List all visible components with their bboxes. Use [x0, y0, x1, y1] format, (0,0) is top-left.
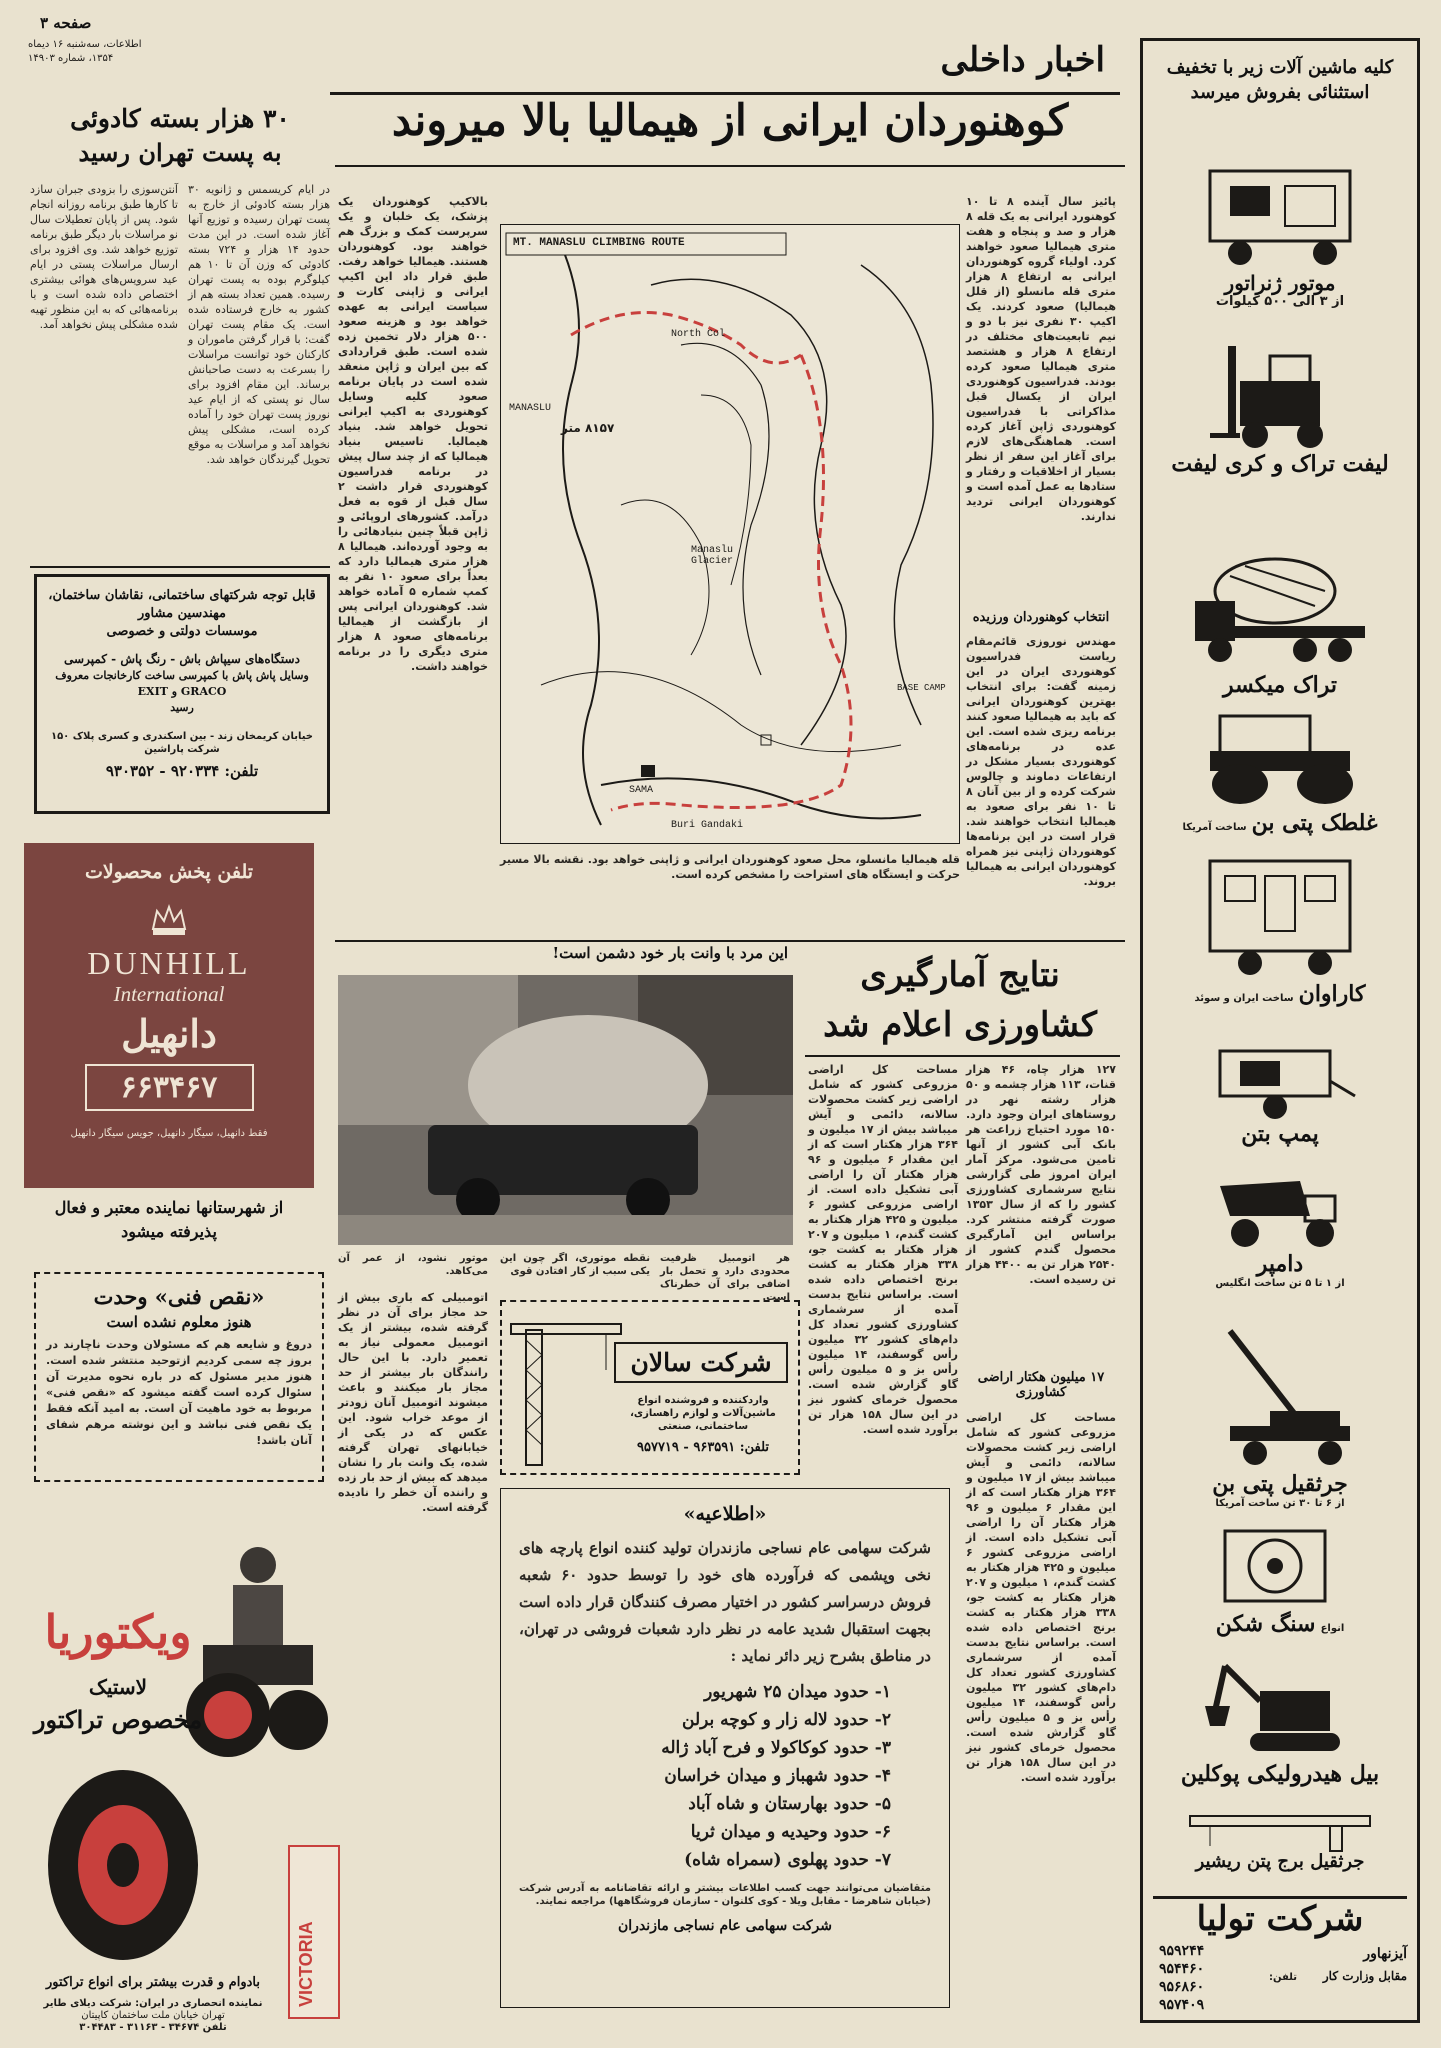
map-label-glacier: Manaslu Glacier — [691, 545, 734, 567]
agri-headline-2: کشاورزی اعلام شد — [823, 1005, 1097, 1045]
lead-body-col-1b: مهندس نوروزی قائم‌مقام ریاست فدراسیون کوهنوردی ایران در این زمینه گفت: برای انتخاب بهترین کوهنوردان ایرانی که باید به هیمالیا صعود کنند برنامه ریزی شده است. این عده در برنامه‌های کوهنوردی بسیار مشکل در ارتفاعات دماوند و چالوس شرکت کرده و از بین آنان ۸ تا ۱۰ نفر برای صعود به هیمالیا انتخاب خواهند شد. قرار است در این برنامه‌ها کوهنوردان ژاپنی نیز همراه کوهنوردان ایرانی به هیمالیا بروند. — [966, 635, 1116, 888]
lead-body-col-1: پائیز سال آینده ۸ تا ۱۰ کوهنورد ایرانی به یک قله ۸ هزار و صد و پنجاه و هفت متری هیمالیا صعود خواهند کرد. اولیاء گروه کوهنوردان ایرانی به ارتفاع ۸ هزار متری قله مانسلو (از قلل هیمالیا) صعود کردند. یک اکیپ ۳۰ نفری نیز با دو و نیم تابعیت‌های مختلف در ارتفاع ۸ هزار و هشتصد متری هیمالیا صعود کرده بودند. فدراسیون کوهنوردی ایران از یکسال قبل مذاکراتی با فدراسیون کوهنوردی ژاپن آغاز کرده است. هماهنگی‌های لازم برای آغاز این سفر از نظر بسیار از اخلاقیات و رفتار و ستادها به عمل آمده است و کوهنوردان ایرانی تردید ندارند. — [966, 195, 1116, 523]
concrete-mixer-icon — [1185, 546, 1375, 666]
tolia-phone-3: ۹۵۶۸۶۰ — [1159, 1979, 1205, 1995]
section-title: اخبار داخلی — [940, 40, 1105, 80]
tolia-item-concrete-pump: پمپ بتن — [1143, 1041, 1417, 1147]
tolia-machinery-ad — [1140, 38, 1420, 2023]
notice-title: «اطلاعیه» — [683, 1503, 767, 1525]
photo-caption-c: موتور نشود، از عمر آن می‌کاهد. — [338, 1253, 488, 1277]
photo-caption-a: هر اتومبیل ظرفیت محدودی دارد و تحمل بار اضافی برای آن خطرناک است. — [660, 1253, 790, 1303]
agent-notice-1: از شهرستانها نماینده معتبر و فعال — [54, 1198, 284, 1217]
notice-footer: متقاضیان می‌توانند جهت کسب اطلاعات بیشتر و ارائه تقاضانامه به آدرس شرکت (خیابان شاهرضا - مقابل ویلا - کوی کلنوان - سازمان فروشگاهها) مراجعه نمایند. — [519, 1883, 931, 1907]
victoria-ad — [18, 1515, 330, 2035]
dunhill-fa: دانهیل — [121, 1011, 217, 1056]
tolia-item-caravan: کاراوان ساخت ایران و سوئد — [1143, 851, 1417, 1007]
left-story-headline-2: به پست تهران رسید — [78, 138, 282, 167]
notice-item: ۶- حدود وحیدیه و میدان ثریا — [690, 1822, 891, 1842]
notice-list — [519, 1678, 931, 1874]
forklift-icon — [1210, 341, 1350, 451]
tower-crane-icon — [506, 1310, 626, 1470]
hydraulic-excavator-icon — [1200, 1651, 1360, 1761]
victoria-line-1: لاستیک — [88, 1675, 148, 1699]
tolia-phone-4: ۹۵۷۴۰۹ — [1159, 1997, 1205, 2013]
map-label-base-camp: BASE CAMP — [897, 683, 946, 693]
tolia-item-mobile-crane: جرثقیل پتی بن از ۶ تا ۳۰ تن ساخت آمریکا — [1143, 1321, 1417, 1510]
notice-item: ۴- حدود شهباز و میدان خراسان — [664, 1766, 891, 1786]
spray-equipment-ad — [34, 574, 330, 814]
tolia-phone-1: ۹۵۹۲۴۴ — [1159, 1943, 1205, 1959]
notice-item: ۱- حدود میدان ۲۵ شهریور — [704, 1682, 891, 1702]
tolia-company: شرکت تولیا — [1196, 1899, 1364, 1939]
map-label-sama: SAMA — [629, 785, 654, 796]
notice-signature: شرکت سهامی عام نساجی مازندران — [618, 1918, 832, 1934]
notice-item: ۵- حدود بهارستان و شاه آباد — [688, 1794, 891, 1814]
vahdat-body: دروغ و شایعه هم که مسئولان وحدت ناچارند در بروز چه سمی کردیم ازتوحید منتشر شده است. هنوز مدیر مسئول که در باره نحوه مدیرت آن سئوال کرده است گفته میشود که «نقص فنی» مربوط به خود ماهیت آن است. به امید آنکه فقط یک نقص فنی نباشد و این نوشته مرهم شفای آنان باشد! — [46, 1338, 312, 1447]
tolia-header-2: استثنائی بفروش میرسد — [1190, 82, 1370, 103]
left-rule-1 — [30, 566, 330, 568]
tolia-item-roller: غلطک پتی بن ساخت آمریکا — [1143, 706, 1417, 836]
salan-phone: تلفن: ۹۶۳۵۹۱ - ۹۵۷۷۱۹ — [637, 1440, 769, 1455]
tolia-item-tower-crane: جرثقیل برج پتن ریشیر — [1143, 1811, 1417, 1886]
dunhill-ad — [24, 843, 314, 1188]
tolia-address-2: مقابل وزارت کار — [1322, 1969, 1407, 1983]
spray-ad-line-1: قابل توجه شرکتهای ساختمانی، نقاشان ساختمان، مهندسین مشاور — [48, 588, 316, 621]
road-roller-icon — [1190, 706, 1370, 806]
issue-line-2: ۱۳۵۴، شماره ۱۴۹۰۳ — [28, 53, 114, 64]
map-caption: قله هیمالیا مانسلو، محل صعود کوهنوردان ایرانی و ژاپنی خواهد بود. نقشه بالا مسیر حرکت و ایستگاه های استراحت را مشخص کرده است. — [500, 853, 960, 881]
overloaded-truck-photo — [338, 975, 793, 1245]
dunhill-sub: International — [113, 982, 225, 1006]
tower-crane-icon-2 — [1180, 1811, 1380, 1851]
vahdat-box — [34, 1272, 324, 1482]
agri-subhead: ۱۷ میلیون هکتار اراضی کشاورزی — [977, 1370, 1105, 1400]
generator-icon — [1190, 151, 1370, 271]
spray-ad-line-4: وسایل پاش پاش با کمپرسی ساخت کارخانجات معروف GRACO و EXIT — [55, 669, 309, 698]
agent-notice-2: پذیرفته میشود — [121, 1222, 217, 1241]
tolia-phone-2: ۹۵۴۴۶۰ — [1159, 1961, 1205, 1977]
map-label-height: ۸۱۵۷ متر — [561, 421, 615, 435]
tolia-item-crusher: انواع سنگ شکن — [1143, 1521, 1417, 1637]
photo-story-headline: این مرد با وانت بار خود دشمن است! — [552, 944, 788, 962]
spray-ad-line-2: موسسات دولتی و خصوصی — [106, 624, 258, 639]
victoria-slogan: بادوام و قدرت بیشتر برای انواع تراکتور — [46, 1975, 260, 1990]
notice-intro: شرکت سهامی عام نساجی مازندران تولید کننده انواع پارچه های نخی وپشمی که فرآورده های خود را توسط حدود ۶۰ شعبه فروش درسراسر کشور در اختیار مصرف کنندگان قرار داده است بجهت استقبال شدید عامه در نظر دارد شعبات فروشی در تهران، در مناطق بشرح زیر دائر نماید : — [519, 1539, 931, 1665]
agri-rule — [805, 1055, 1120, 1057]
lead-rule — [335, 165, 1125, 167]
stone-crusher-icon — [1205, 1521, 1355, 1611]
salan-name: شرکت سالان — [614, 1342, 788, 1383]
spray-ad-line-5: رسید — [170, 701, 194, 714]
crown-crest-icon — [147, 899, 191, 939]
victoria-line-2: مخصوص تراکتور — [33, 1705, 203, 1734]
dumper-icon — [1210, 1171, 1350, 1251]
tolia-phone-label: تلفن: — [1268, 1972, 1297, 1983]
notice-item: ۲- حدود لاله زار و کوچه برلن — [682, 1710, 891, 1730]
left-story-headline-1: ۳۰ هزار بسته کادوئی — [70, 104, 290, 133]
victoria-logo: VICTORIA — [288, 1845, 340, 2019]
center-rule-1 — [335, 940, 1125, 942]
dunhill-bottom: فقط دانهیل، سیگار دانهیل، جویس سیگار دانهیل — [70, 1128, 268, 1139]
header-rule — [330, 92, 1120, 95]
tolia-item-forklift: لیفت تراک و کری لیفت — [1143, 341, 1417, 477]
lead-headline: کوهنوردان ایرانی از هیمالیا بالا میروند — [391, 96, 1069, 146]
agri-body-2: مساحت کل اراضی مزروعی کشور که شامل اراضی زیر کشت محصولات سالانه، دائمی و آیش میباشد بیش از ۱۷ میلیون و ۳۶۴ هزار هکتار است که از این مقدار ۶ میلیون و ۹۶ هزار هکتار آن را اراضی آبی تشکیل داده است. از اراضی مزروعی کشور ۶ میلیون و ۴۲۵ هزار هکتار به کشت گندم، ۱ میلیون و ۲۰۷ هزار هکتار به کشت جو، ۳۳۸ هزار هکتار به کشت برنج اختصاص داده شده است. براساس نتایج بدست آمده از سرشماری کشاورزی کشور تعداد کل دام‌های کشور ۳۲ میلیون رأس گوسفند، ۱۴ میلیون رأس بز و ۵ میلیون رأس گاو گزارش شده است. محصول خرمای کشور نیز در این سال ۱۵۸ هزار تن برآورد شده است. — [966, 1411, 1117, 1784]
mobile-crane-icon — [1190, 1321, 1370, 1471]
spray-ad-address: خیابان کریمخان زند - بین اسکندری و کسری پلاک ۱۵۰ شرکت پاراشین — [50, 731, 314, 755]
tolia-item-mixer: تراک میکسر — [1143, 546, 1417, 698]
dunhill-brand: DUNHILL — [87, 945, 251, 981]
spray-ad-line-3: دستگاه‌های سیپاش باش - رنگ پاش - کمپرسی — [64, 652, 300, 666]
map-label-manaslu: MANASLU — [509, 403, 552, 414]
notice-item: ۷- حدود پهلوی (سمراه شاه) — [684, 1850, 891, 1870]
left-story-body-2: آنتن‌سوزی را بزودی جبران سازد تا کارها طبق برنامه روزانه انجام شود. پس از پایان تعطیلات سال نو مراسلات بار دیگر طبق برنامه توزیع خواهد شد. وی افزود برای ارسال مراسلات پستی در ایام عید سرویس‌های هوائی بیشتری اختصاص داده شده است و با برنامه‌هائی که به این منظور تهیه شده مشکلی پیش نخواهد آمد. — [30, 183, 178, 331]
notice-box — [500, 1488, 950, 2008]
caravan-icon — [1190, 851, 1370, 981]
lead-body-col-2: بالاکیپ کوهنوردان یک پزشک، یک خلبان و یک سرپرست کمک و بزرگ هم خواهند بود. کوهنوردان هستند. هیمالیا خواهد رفت. طبق قرار داد این اکیپ ایرانی و ژاپنی کارت و سیاست ایرانی به عهده خواهد بود و هزینه صعود ۵۰۰ هزار دلار تخمین زده شده است. طبق قراردادی که بین ایران و ژاپن منعقد شده است در پایان برنامه صعود کلیه وسایل کوهنوردی به اکیپ ایرانی تحویل خواهد شد. بنیاد هیمالیا. تاسیس بنیاد هیمالیا که از چند سال پیش در برنامه فدراسیون کوهنوردی قرار داشت ۲ سال قبل از قوه به فعل درآمد. کشورهای اروپائی و ژاپن قبلاً چنین بنیادهائی را به وجود آورده‌اند. هیمالیا ۸ هزار متری هیمالیا دارد که بعداً برای صعود ۱۰ نفر به کمپ شماره ۵ آماده خواهد شد. کوهنوردان ایرانی پس از بازگشت از هیمالیا برنامه‌های صعود ۸ هزار متری دیگری را در برنامه خواهند داشت. — [338, 195, 489, 673]
agri-body-1: ۱۲۷ هزار چاه، ۴۶ هزار قنات، ۱۱۳ هزار چشمه و ۵۰ هزار رشته نهر در روستاهای ایران وجود دارد. ۱۵۰ مورد احتیاج زراعت هر بانک آبی کشور از آنها تامین می‌شود. مرکز آمار ایران امروز طی گزارشی نتایج سرشماری کشاورزی کشور را که از سال ۱۳۵۳ صورت گرفته منتشر کرد. براساس این آمارگیری محصول گندم کشور از ۲۵۴۰ هزار تن به ۴۴۰۰ هزار تن رسیده است. — [966, 1063, 1116, 1286]
tolia-item-generator: موتور ژنراتور از ۳ الی ۵۰۰ کیلوات — [1143, 151, 1417, 308]
left-story-body: در ایام کریسمس و ژانویه ۳۰ هزار بسته کادوئی از خارج به پست تهران رسیده و توزیع آنها آغاز شده است. در این مدت حدود ۱۴ هزار و ۷۲۴ بسته کادوئی که وزن آن تا ۱۰ هم کیلوگرم بوده به پست تهران رسیده. همین تعداد بسته هم از کشور به خارج فرستاده شده است. یک مقام پست تهران گفت: با قرار گرفتن ماموران و کارکنان خود توانست مراسلات را بسرعت به دست صاحبانش برساند. این مقام افزود برای سال نو پستی که از ایام عید نوروز پست تهران خود را آماده کرده است، مشکلی پیش نخواهد آمد و مراسلات به موقع تحویل گیرندگان خواهد شد. — [188, 183, 330, 466]
tolia-address-1: آیزنهاور — [1363, 1946, 1407, 1962]
victoria-dealer: نماینده انحصاری در ایران: شرکت دیلای طایر — [43, 1998, 263, 2009]
vahdat-title: «نقص فنی» وحدت — [93, 1284, 265, 1309]
tolia-item-excavator: بیل هیدرولیکی پوکلین — [1143, 1651, 1417, 1787]
concrete-pump-icon — [1200, 1041, 1360, 1121]
map-title: MT. MANASLU CLIMBING ROUTE — [513, 237, 685, 249]
photo-story-body: اتومبیلی که باری بیش از حد مجاز برای آن در نظر گرفته شده، بیشتر از یک اتومبیل معمولی نیاز به تعمیر دارد. با این حال رانندگان بار بیشتر از حد مجاز بار میکنند و باعث میشوند اتومبیل آنان زودتر از موعد خراب شود. این عکس که در یکی از خیابانهای تهران گرفته شده، یک وانت بار را نشان میدهد که بیش از حد بار زده و راننده آن خطر را نادیده گرفته است. — [338, 1291, 488, 1514]
tire-illustration — [28, 1765, 248, 1965]
agri-body-col-2: مساحت کل اراضی مزروعی کشور که شامل اراضی زیر کشت محصولات سالانه، دائمی و آیش میباشد بیش از ۱۷ میلیون و ۳۶۴ هزار هکتار است که از این مقدار ۶ میلیون و ۹۶ هزار هکتار آن را اراضی آبی تشکیل داده است. از اراضی مزروعی کشور ۶ میلیون و ۴۲۵ هزار هکتار به کشت گندم، ۱ میلیون و ۲۰۷ هزار هکتار به کشت جو، ۳۳۸ هزار هکتار به کشت برنج اختصاص داده شده است. براساس نتایج بدست آمده از سرشماری کشاورزی کشور تعداد کل دام‌های کشور ۳۲ میلیون رأس گوسفند، ۱۴ میلیون رأس بز و ۵ میلیون رأس گاو گزارش شده است. محصول خرمای کشور نیز در این سال ۱۵۸ هزار تن برآورد شده است. — [808, 1063, 959, 1436]
notice-item: ۳- حدود کوکاکولا و فرح آباد ژاله — [661, 1738, 891, 1758]
issue-line-1: اطلاعات، سه‌شنبه ۱۶ دیماه — [28, 39, 142, 50]
salan-ad — [500, 1300, 800, 1475]
salan-desc: واردکننده و فروشنده انواع ماشین‌آلات و لوازم راهسازی، ساختمانی، صنعتی — [630, 1395, 776, 1432]
victoria-phone: تلفن ۳۴۶۷۴ - ۳۱۱۶۳ - ۳۰۴۴۸۳ — [79, 2022, 227, 2033]
lead-subhead: انتخاب کوهنوردان ورزیده — [972, 610, 1110, 625]
page-label: صفحه ۳ — [40, 14, 92, 32]
tolia-item-dumper: دامپر از ۱ تا ۵ تن ساخت انگلیس — [1143, 1171, 1417, 1290]
map-label-river: Buri Gandaki — [671, 820, 744, 831]
spray-ad-phone: تلفن: ۹۲۰۳۳۴ - ۹۳۰۳۵۲ — [105, 762, 259, 780]
victoria-address: تهران خیابان ملت ساختمان کاپیتان — [81, 2010, 225, 2021]
dunhill-top-text: تلفن پخش محصولات — [84, 861, 254, 883]
manaslu-route-map — [500, 224, 960, 844]
agri-headline-1: نتایج آمارگیری — [860, 955, 1060, 995]
vahdat-subtitle: هنوز معلوم نشده است — [106, 1313, 252, 1331]
dunhill-phone: ۶۶۳۴۶۷ — [85, 1064, 254, 1111]
victoria-name: ویکتوریا — [44, 1605, 192, 1659]
map-label-north-col: North Col — [671, 329, 726, 340]
tolia-header-1: کلیه ماشین آلات زیر با تخفیف — [1166, 57, 1394, 78]
photo-caption-b: نقطه موتوری، اگر چون این یکی سبب از کار افتادن قوی — [500, 1253, 650, 1277]
